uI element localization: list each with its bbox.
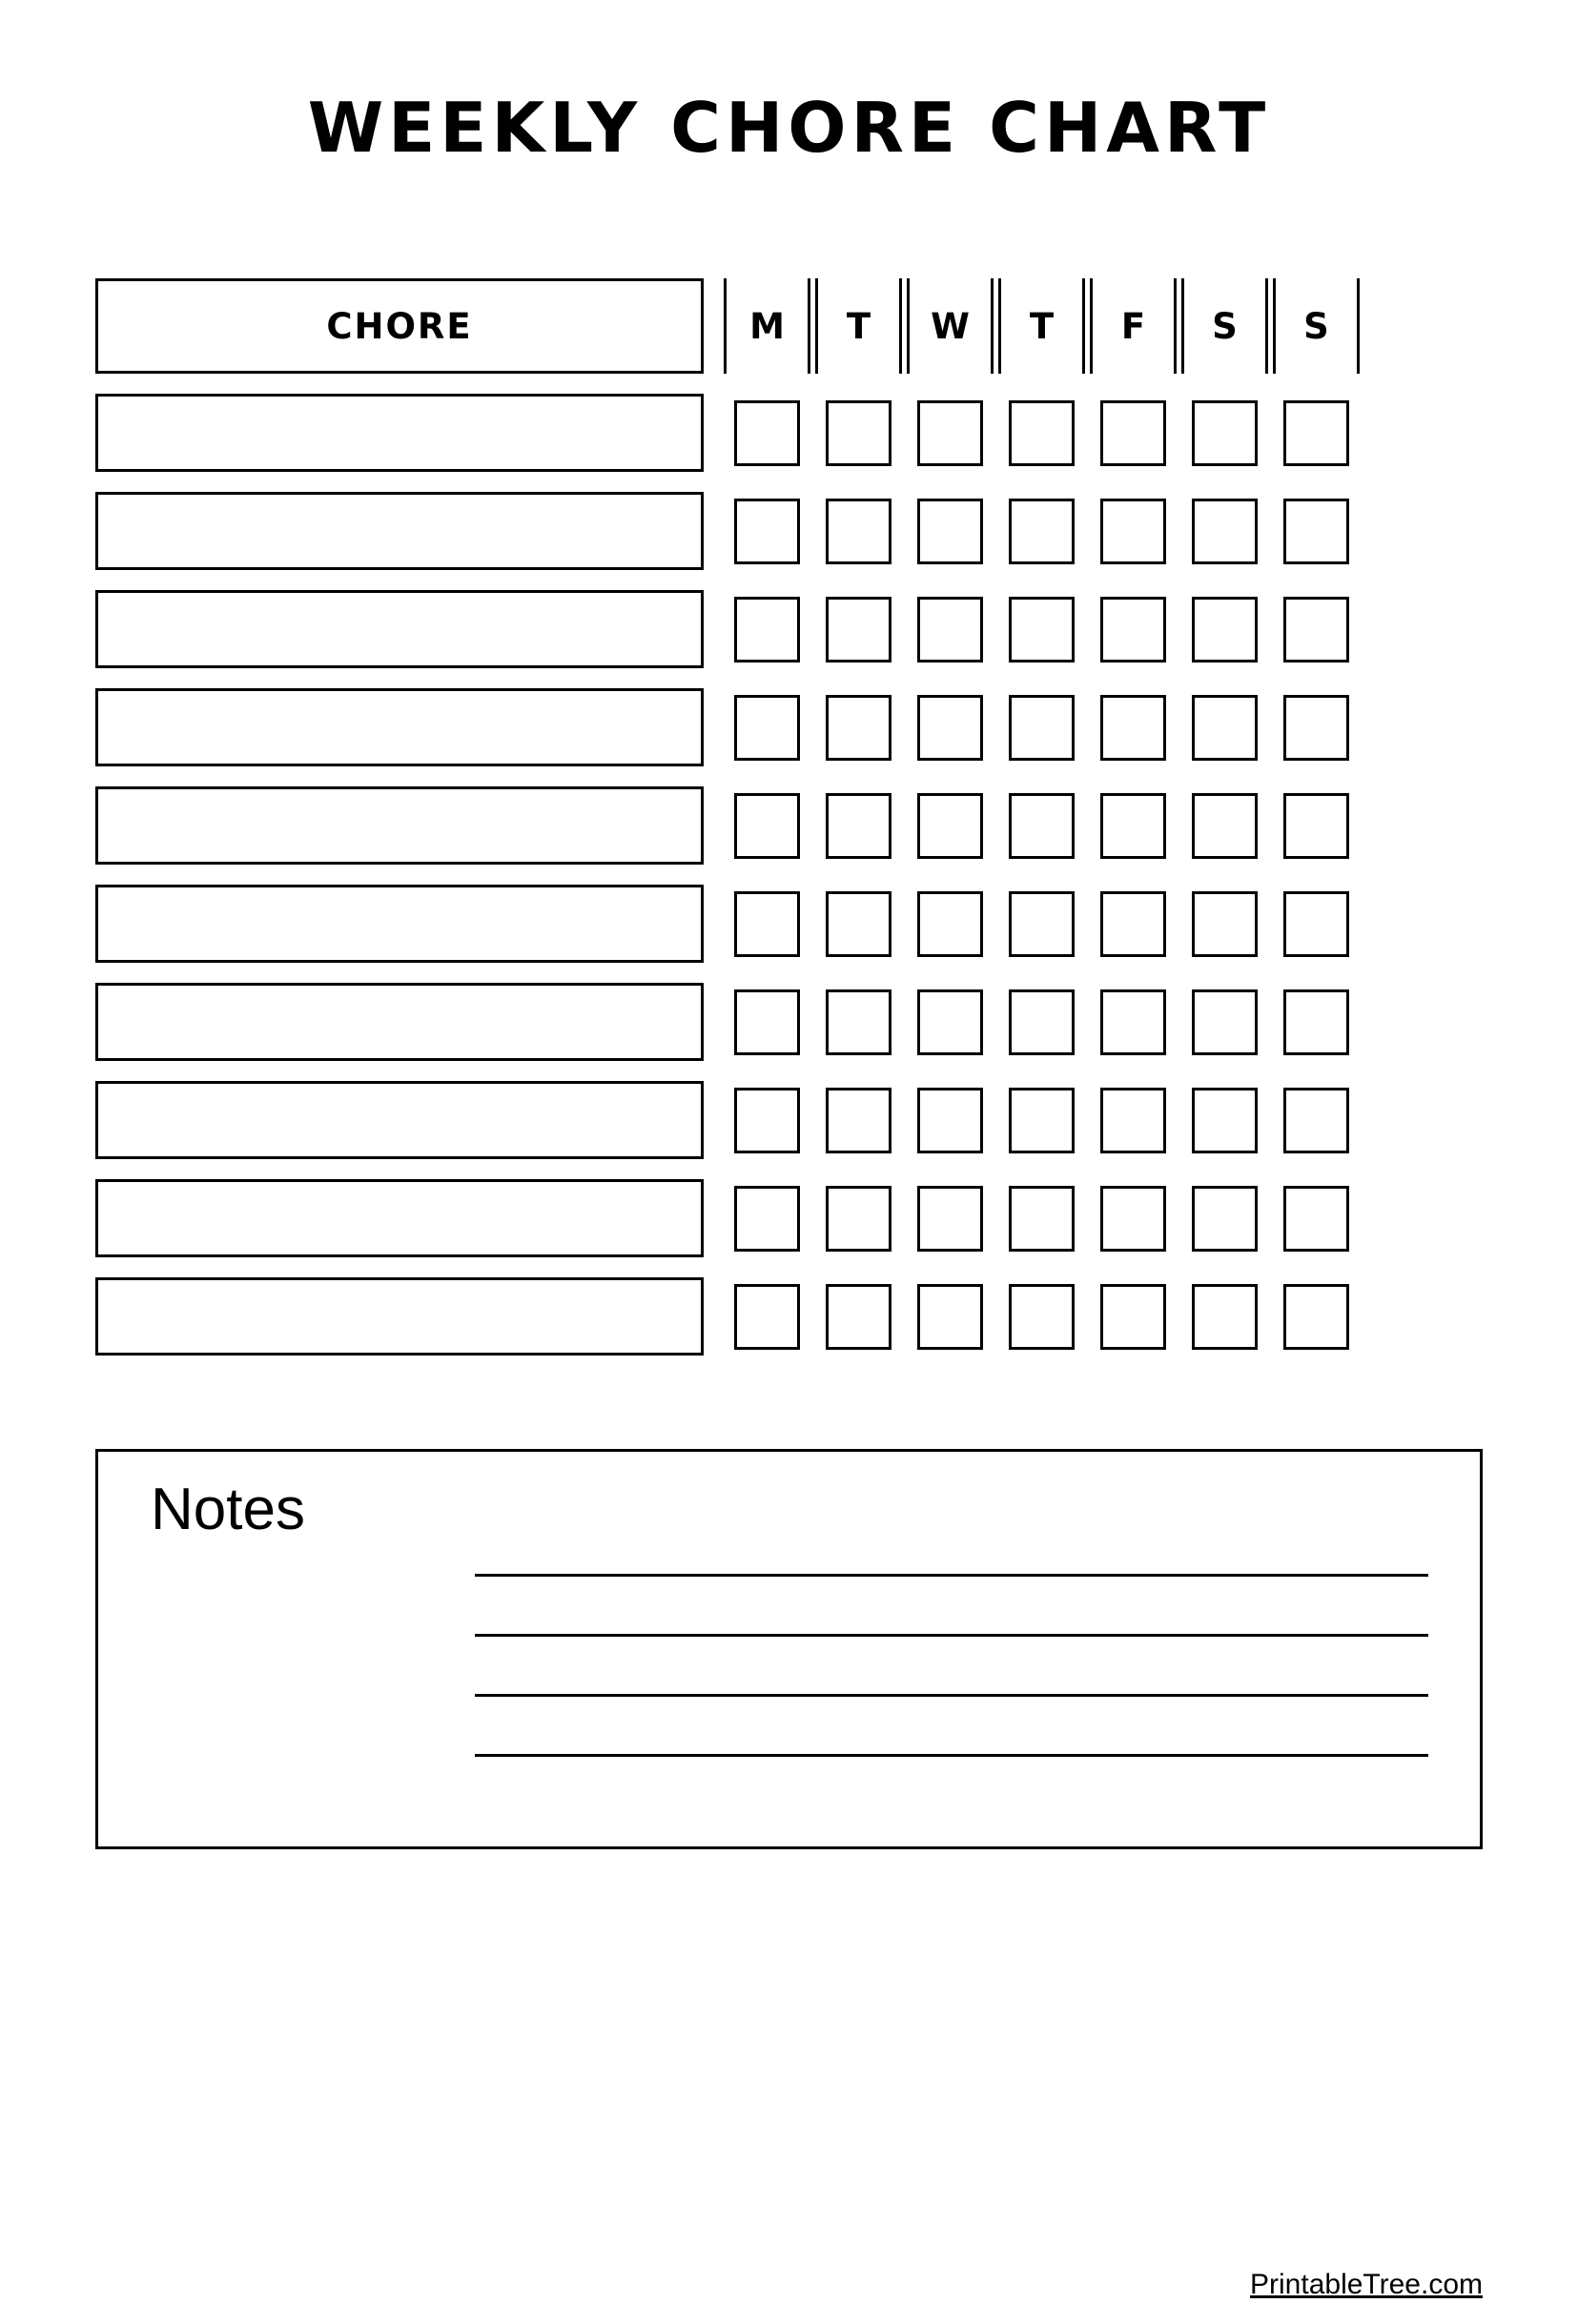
checkbox-icon[interactable]: [1192, 400, 1258, 466]
chore-input-cell[interactable]: [95, 590, 704, 668]
checkbox-icon[interactable]: [734, 989, 800, 1055]
checkbox-cell-sunday[interactable]: [1273, 590, 1360, 668]
checkbox-cell-sunday[interactable]: [1273, 394, 1360, 472]
table-row: [95, 1081, 1483, 1159]
checkbox-icon[interactable]: [1283, 597, 1349, 663]
notes-writing-line[interactable]: [475, 1634, 1428, 1637]
printable-page: [0, 88, 1578, 2324]
checkbox-icon[interactable]: [917, 1284, 983, 1350]
table-row: [95, 1277, 1483, 1356]
table-row: [95, 1179, 1483, 1257]
checkbox-icon[interactable]: [917, 793, 983, 859]
checkbox-icon[interactable]: [917, 1186, 983, 1252]
checkbox-cell-tuesday[interactable]: [815, 983, 902, 1061]
checkbox-icon[interactable]: [917, 400, 983, 466]
checkbox-cell-saturday[interactable]: [1181, 1277, 1268, 1356]
page-title: WEEKLY CHORE CHART: [307, 88, 1271, 168]
checkbox-icon[interactable]: [1283, 793, 1349, 859]
day-header-friday: F: [1090, 278, 1177, 374]
checkbox-icon[interactable]: [1283, 695, 1349, 761]
checkbox-cell-thursday[interactable]: [998, 394, 1085, 472]
checkbox-cell-thursday[interactable]: [998, 1179, 1085, 1257]
chore-column-header-cell: [95, 278, 704, 374]
checkbox-icon[interactable]: [1192, 1088, 1258, 1153]
checkbox-cell-monday[interactable]: [724, 786, 810, 865]
chore-chart-table: [95, 278, 1483, 1356]
checkbox-cell-saturday[interactable]: [1181, 1081, 1268, 1159]
checkbox-icon[interactable]: [1100, 989, 1166, 1055]
checkbox-icon[interactable]: [826, 597, 891, 663]
checkbox-icon[interactable]: [1009, 891, 1075, 957]
checkbox-group: [724, 885, 1360, 963]
checkbox-icon[interactable]: [1009, 793, 1075, 859]
checkbox-icon[interactable]: [1100, 1186, 1166, 1252]
checkbox-cell-saturday[interactable]: [1181, 1179, 1268, 1257]
checkbox-icon[interactable]: [1283, 1186, 1349, 1252]
checkbox-group: [724, 1179, 1360, 1257]
checkbox-icon[interactable]: [1009, 1186, 1075, 1252]
checkbox-icon[interactable]: [734, 499, 800, 564]
checkbox-cell-friday[interactable]: [1090, 590, 1177, 668]
checkbox-icon[interactable]: [826, 499, 891, 564]
checkbox-icon[interactable]: [1009, 695, 1075, 761]
checkbox-icon[interactable]: [826, 989, 891, 1055]
checkbox-icon[interactable]: [917, 989, 983, 1055]
checkbox-icon[interactable]: [1192, 793, 1258, 859]
checkbox-icon[interactable]: [1283, 989, 1349, 1055]
checkbox-cell-tuesday[interactable]: [815, 688, 902, 766]
checkbox-cell-thursday[interactable]: [998, 688, 1085, 766]
chore-input-cell[interactable]: [95, 1277, 704, 1356]
chore-input-cell[interactable]: [95, 1179, 704, 1257]
day-header-thursday: T: [998, 278, 1085, 374]
checkbox-icon[interactable]: [1009, 400, 1075, 466]
day-headers-group: [724, 278, 1360, 374]
checkbox-cell-tuesday[interactable]: [815, 590, 902, 668]
checkbox-cell-thursday[interactable]: [998, 1081, 1085, 1159]
checkbox-icon[interactable]: [1283, 499, 1349, 564]
checkbox-cell-saturday[interactable]: [1181, 590, 1268, 668]
checkbox-icon[interactable]: [1192, 989, 1258, 1055]
checkbox-cell-saturday[interactable]: [1181, 885, 1268, 963]
checkbox-icon[interactable]: [1192, 891, 1258, 957]
checkbox-cell-sunday[interactable]: [1273, 1277, 1360, 1356]
checkbox-icon[interactable]: [826, 1088, 891, 1153]
checkbox-icon[interactable]: [1100, 891, 1166, 957]
checkbox-cell-saturday[interactable]: [1181, 688, 1268, 766]
notes-lines-group: [475, 1574, 1428, 1757]
checkbox-cell-friday[interactable]: [1090, 786, 1177, 865]
checkbox-cell-monday[interactable]: [724, 394, 810, 472]
checkbox-icon[interactable]: [1192, 597, 1258, 663]
checkbox-cell-monday[interactable]: [724, 1179, 810, 1257]
checkbox-cell-monday[interactable]: [724, 983, 810, 1061]
checkbox-cell-monday[interactable]: [724, 1081, 810, 1159]
chore-input-cell[interactable]: [95, 786, 704, 865]
checkbox-cell-tuesday[interactable]: [815, 786, 902, 865]
checkbox-cell-wednesday[interactable]: [907, 786, 994, 865]
day-header-saturday: S: [1181, 278, 1268, 374]
checkbox-icon[interactable]: [826, 400, 891, 466]
checkbox-cell-thursday[interactable]: [998, 1277, 1085, 1356]
checkbox-cell-monday[interactable]: [724, 688, 810, 766]
checkbox-cell-wednesday[interactable]: [907, 1081, 994, 1159]
checkbox-icon[interactable]: [917, 1088, 983, 1153]
checkbox-cell-friday[interactable]: [1090, 1277, 1177, 1356]
checkbox-icon[interactable]: [734, 1186, 800, 1252]
checkbox-cell-friday[interactable]: [1090, 394, 1177, 472]
checkbox-icon[interactable]: [1009, 1284, 1075, 1350]
notes-section: [95, 1449, 1483, 1849]
checkbox-icon[interactable]: [734, 891, 800, 957]
table-row: [95, 394, 1483, 472]
checkbox-icon[interactable]: [734, 400, 800, 466]
checkbox-icon[interactable]: [1192, 499, 1258, 564]
notes-writing-line[interactable]: [475, 1754, 1428, 1757]
checkbox-cell-tuesday[interactable]: [815, 394, 902, 472]
checkbox-icon[interactable]: [1192, 1284, 1258, 1350]
checkbox-group: [724, 590, 1360, 668]
day-header-tuesday: T: [815, 278, 902, 374]
checkbox-group: [724, 1277, 1360, 1356]
checkbox-icon[interactable]: [1283, 400, 1349, 466]
checkbox-icon[interactable]: [917, 695, 983, 761]
checkbox-icon[interactable]: [917, 597, 983, 663]
checkbox-cell-friday[interactable]: [1090, 885, 1177, 963]
checkbox-group: [724, 492, 1360, 570]
table-row: [95, 492, 1483, 570]
checkbox-cell-friday[interactable]: [1090, 492, 1177, 570]
checkbox-icon[interactable]: [1100, 499, 1166, 564]
checkbox-icon[interactable]: [1283, 891, 1349, 957]
notes-writing-line[interactable]: [475, 1574, 1428, 1577]
notes-writing-line[interactable]: [475, 1694, 1428, 1697]
checkbox-group: [724, 394, 1360, 472]
checkbox-group: [724, 1081, 1360, 1159]
checkbox-icon[interactable]: [826, 695, 891, 761]
checkbox-cell-tuesday[interactable]: [815, 1179, 902, 1257]
checkbox-icon[interactable]: [1192, 695, 1258, 761]
chore-input-cell[interactable]: [95, 492, 704, 570]
checkbox-icon[interactable]: [1100, 1284, 1166, 1350]
checkbox-icon[interactable]: [826, 793, 891, 859]
checkbox-cell-saturday[interactable]: [1181, 983, 1268, 1061]
footer-credit-link[interactable]: PrintableTree.com: [1250, 2269, 1483, 2300]
checkbox-icon[interactable]: [1009, 499, 1075, 564]
checkbox-cell-sunday[interactable]: [1273, 885, 1360, 963]
checkbox-cell-wednesday[interactable]: [907, 1277, 994, 1356]
checkbox-cell-saturday[interactable]: [1181, 786, 1268, 865]
checkbox-cell-monday[interactable]: [724, 590, 810, 668]
checkbox-icon[interactable]: [1100, 695, 1166, 761]
checkbox-cell-saturday[interactable]: [1181, 492, 1268, 570]
checkbox-cell-wednesday[interactable]: [907, 394, 994, 472]
checkbox-cell-monday[interactable]: [724, 492, 810, 570]
checkbox-cell-friday[interactable]: [1090, 1081, 1177, 1159]
checkbox-cell-wednesday[interactable]: [907, 983, 994, 1061]
checkbox-icon[interactable]: [1283, 1088, 1349, 1153]
chore-input-cell[interactable]: [95, 885, 704, 963]
chore-input-cell[interactable]: [95, 1081, 704, 1159]
table-row: [95, 885, 1483, 963]
checkbox-group: [724, 983, 1360, 1061]
day-header-monday: M: [724, 278, 810, 374]
checkbox-icon[interactable]: [1009, 597, 1075, 663]
checkbox-icon[interactable]: [734, 695, 800, 761]
checkbox-group: [724, 688, 1360, 766]
checkbox-icon[interactable]: [1283, 1284, 1349, 1350]
checkbox-cell-sunday[interactable]: [1273, 1179, 1360, 1257]
checkbox-icon[interactable]: [917, 891, 983, 957]
checkbox-cell-thursday[interactable]: [998, 786, 1085, 865]
notes-label: Notes: [151, 1477, 305, 1542]
checkbox-icon[interactable]: [1100, 400, 1166, 466]
checkbox-cell-monday[interactable]: [724, 885, 810, 963]
checkbox-cell-wednesday[interactable]: [907, 688, 994, 766]
checkbox-cell-thursday[interactable]: [998, 492, 1085, 570]
checkbox-cell-friday[interactable]: [1090, 983, 1177, 1061]
checkbox-cell-wednesday[interactable]: [907, 1179, 994, 1257]
checkbox-icon[interactable]: [917, 499, 983, 564]
checkbox-cell-sunday[interactable]: [1273, 688, 1360, 766]
checkbox-cell-tuesday[interactable]: [815, 1081, 902, 1159]
checkbox-cell-sunday[interactable]: [1273, 786, 1360, 865]
checkbox-cell-monday[interactable]: [724, 1277, 810, 1356]
checkbox-cell-thursday[interactable]: [998, 590, 1085, 668]
checkbox-cell-sunday[interactable]: [1273, 1081, 1360, 1159]
table-row: [95, 590, 1483, 668]
table-row: [95, 983, 1483, 1061]
day-header-sunday: S: [1273, 278, 1360, 374]
checkbox-icon[interactable]: [826, 1284, 891, 1350]
checkbox-icon[interactable]: [826, 1186, 891, 1252]
checkbox-group: [724, 786, 1360, 865]
chore-column-header-label: CHORE: [326, 305, 473, 347]
checkbox-cell-sunday[interactable]: [1273, 492, 1360, 570]
checkbox-cell-thursday[interactable]: [998, 885, 1085, 963]
checkbox-icon[interactable]: [734, 793, 800, 859]
checkbox-icon[interactable]: [734, 1088, 800, 1153]
table-row: [95, 786, 1483, 865]
chore-input-cell[interactable]: [95, 688, 704, 766]
checkbox-cell-thursday[interactable]: [998, 983, 1085, 1061]
checkbox-cell-tuesday[interactable]: [815, 1277, 902, 1356]
checkbox-icon[interactable]: [1100, 1088, 1166, 1153]
checkbox-cell-tuesday[interactable]: [815, 492, 902, 570]
checkbox-icon[interactable]: [1009, 1088, 1075, 1153]
checkbox-icon[interactable]: [826, 891, 891, 957]
checkbox-cell-wednesday[interactable]: [907, 885, 994, 963]
checkbox-icon[interactable]: [1009, 989, 1075, 1055]
checkbox-cell-wednesday[interactable]: [907, 492, 994, 570]
chore-input-cell[interactable]: [95, 983, 704, 1061]
chore-input-cell[interactable]: [95, 394, 704, 472]
checkbox-cell-sunday[interactable]: [1273, 983, 1360, 1061]
checkbox-icon[interactable]: [1192, 1186, 1258, 1252]
checkbox-cell-friday[interactable]: [1090, 1179, 1177, 1257]
table-header-row: [95, 278, 1483, 374]
checkbox-cell-friday[interactable]: [1090, 688, 1177, 766]
checkbox-icon[interactable]: [1100, 597, 1166, 663]
checkbox-cell-wednesday[interactable]: [907, 590, 994, 668]
checkbox-cell-saturday[interactable]: [1181, 394, 1268, 472]
checkbox-cell-tuesday[interactable]: [815, 885, 902, 963]
checkbox-icon[interactable]: [1100, 793, 1166, 859]
checkbox-icon[interactable]: [734, 1284, 800, 1350]
checkbox-icon[interactable]: [734, 597, 800, 663]
table-row: [95, 688, 1483, 766]
day-header-wednesday: W: [907, 278, 994, 374]
